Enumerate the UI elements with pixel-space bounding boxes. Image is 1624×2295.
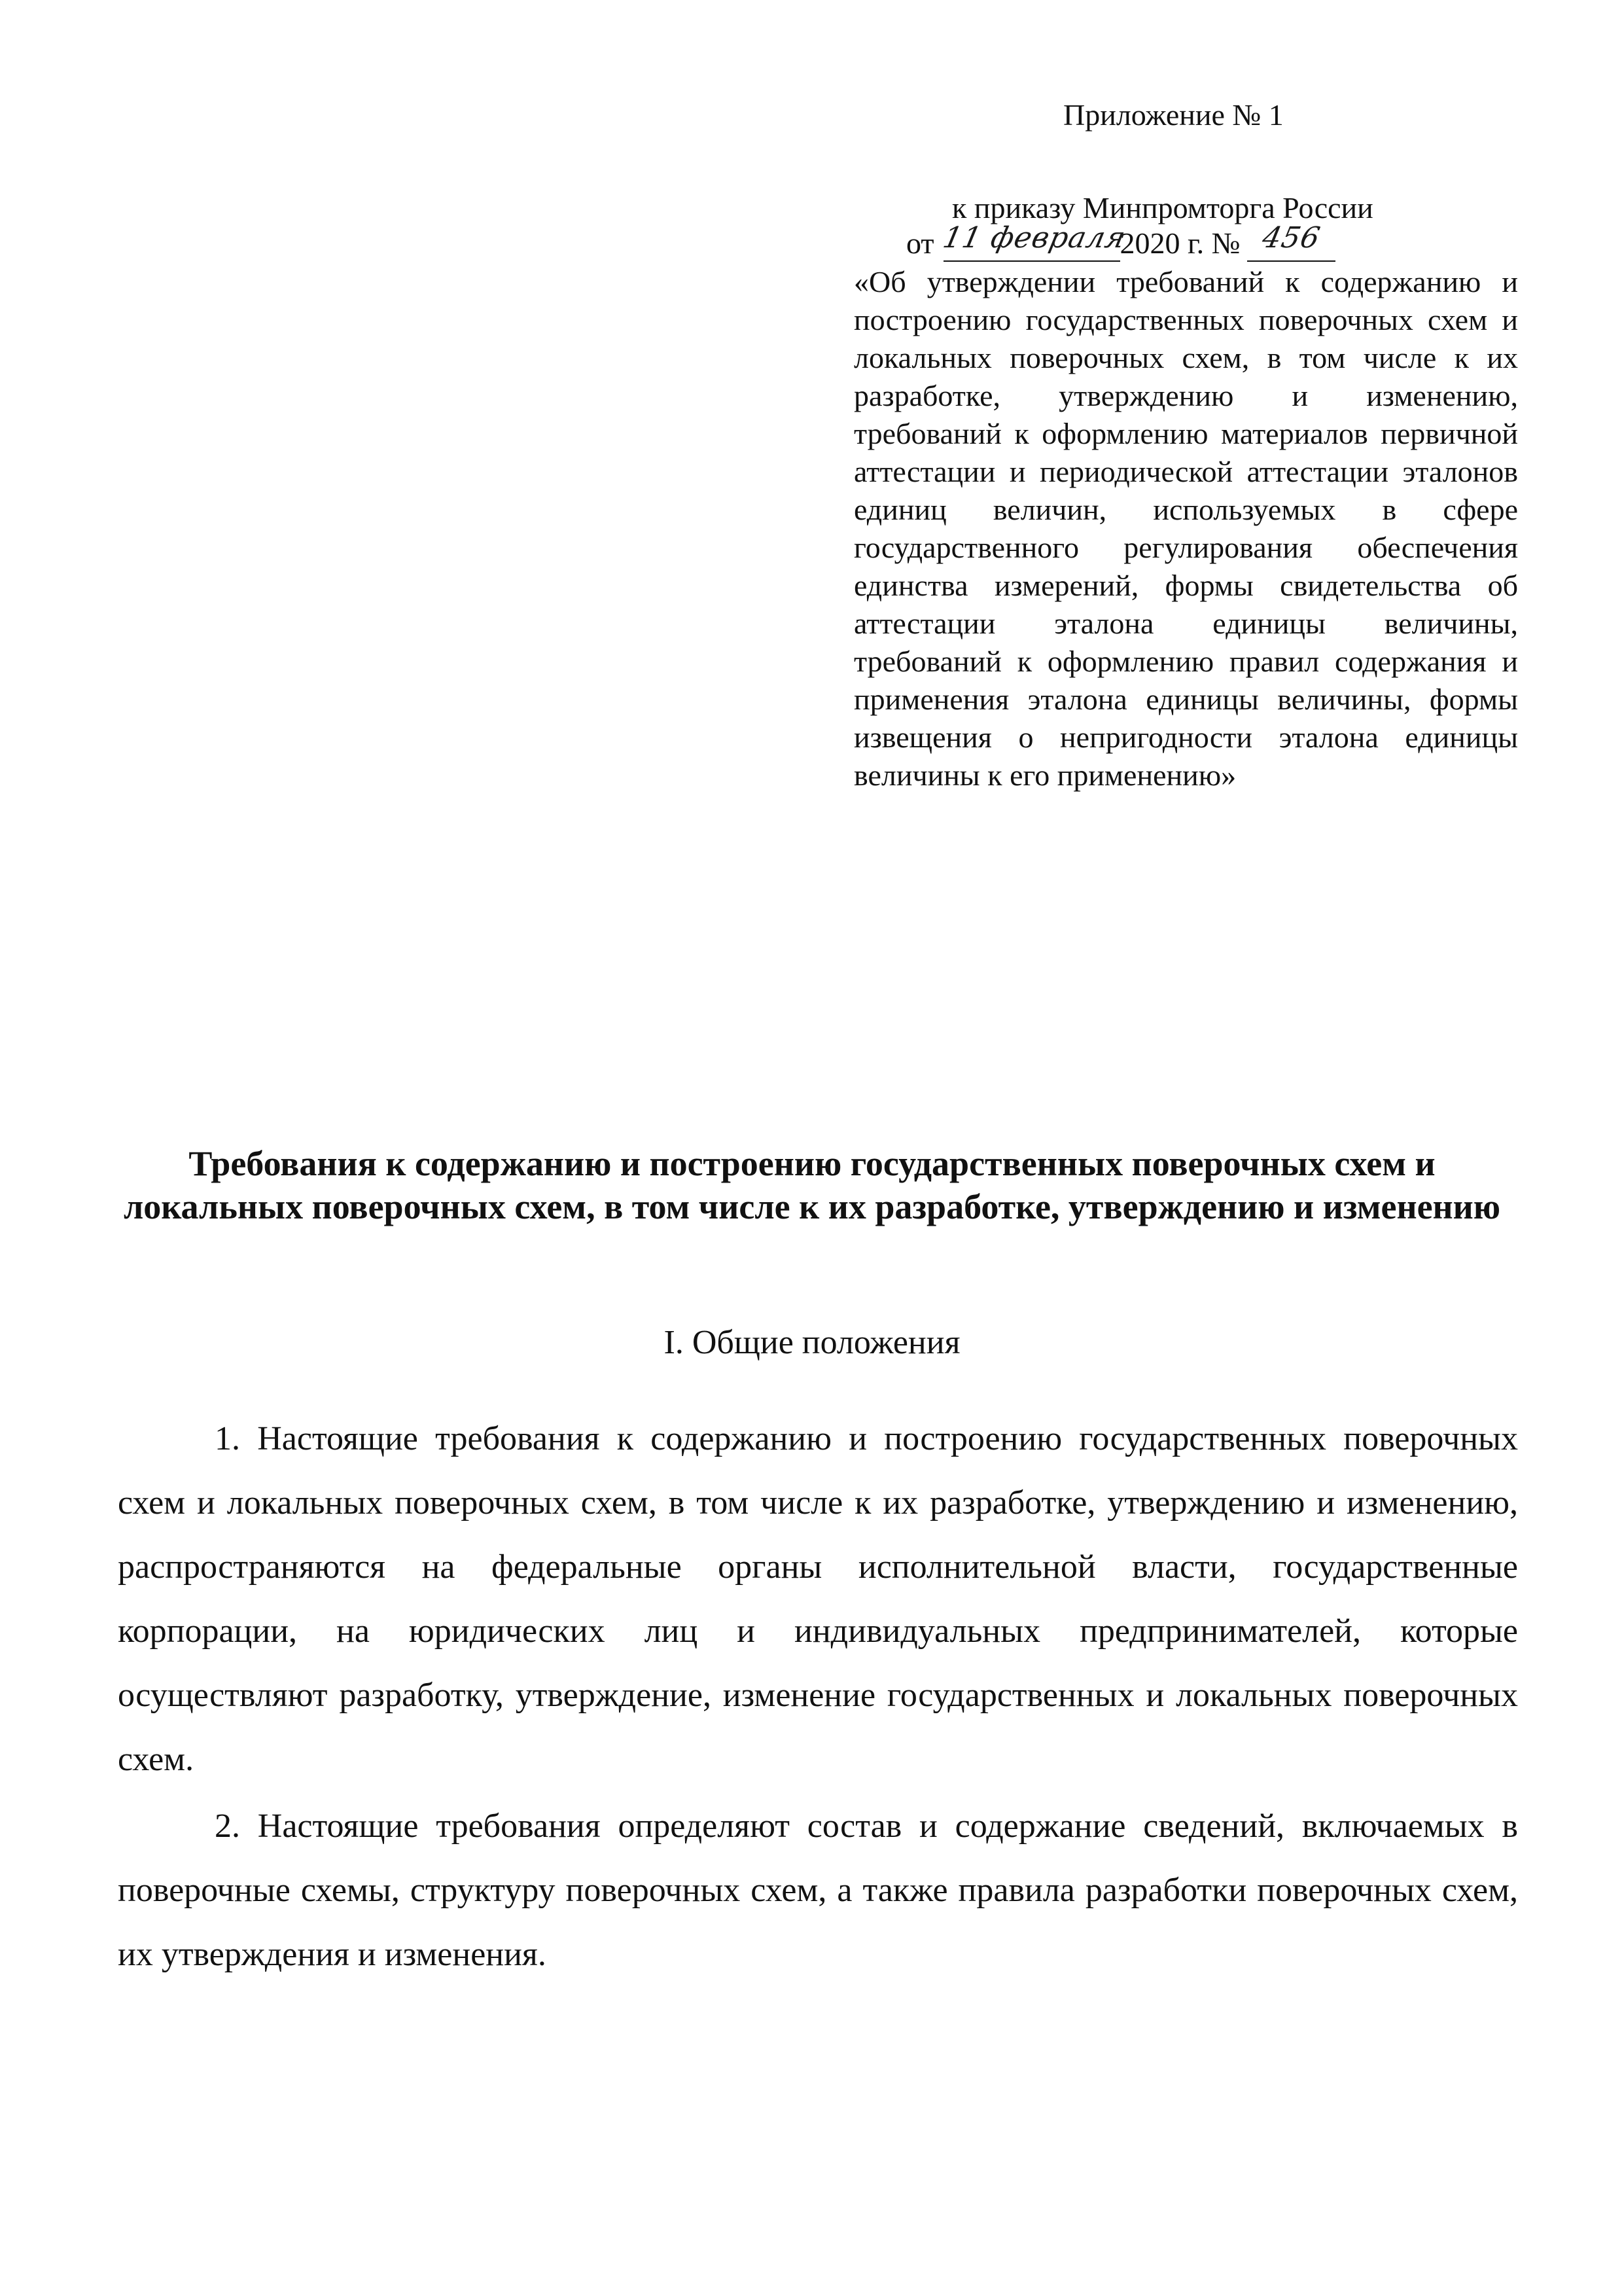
handwritten-number: 456	[1259, 221, 1324, 255]
year-text: 2020 г. №	[1120, 226, 1241, 260]
section-title: I. Общие положения	[663, 1324, 961, 1361]
order-title: «Об утверждении требований к содержанию и построению государственных поверочных схем и локальных поверочных схем, в том числе к их разработке, утверждению и изменению, требований к оформлению материалов первичной аттестации и периодической аттестации эталонов единиц величин, используемых в сфере государственного регулирования обеспечения единства измерений, формы свидетельства об аттестации эталона единицы величины, требований к оформлению правил содержания и применения эталона единицы величины, формы извещения о непригодности эталона единицы величины к его применению»	[854, 265, 1518, 792]
body-text	[118, 1407, 1518, 1989]
number-blank	[1247, 221, 1335, 262]
date-prefix: от	[906, 226, 934, 260]
paragraph-1: 1. Настоящие требования к содержанию и построению государственных поверочных схем и локальных поверочных схем, в том числе к их разработке, утверждению и изменению, распространяются на федеральные органы исполнительной власти, государственные корпорации, на юридических лиц и индивидуальных предпринимателей, которые осуществляют разработку, утверждение, изменение государственных и локальных поверочных схем.	[118, 1420, 1518, 1778]
document-title: Требования к содержанию и построению государственных поверочных схем и локальных поверочных схем, в том числе к их разработке, утверждению и изменению	[123, 1144, 1501, 1226]
date-blank	[940, 221, 1129, 262]
handwritten-date: 11 февраля	[940, 221, 1129, 255]
paragraph-2: 2. Настоящие требования определяют состав и содержание сведений, включаемых в поверочные схемы, структуру поверочных схем, а также правила разработки поверочных схем, их утверждения и изменения.	[118, 1807, 1518, 1973]
order-reference: к приказу Минпромторга России	[952, 191, 1373, 224]
appendix-label: Приложение № 1	[1063, 98, 1284, 132]
order-date-line	[906, 221, 1335, 262]
